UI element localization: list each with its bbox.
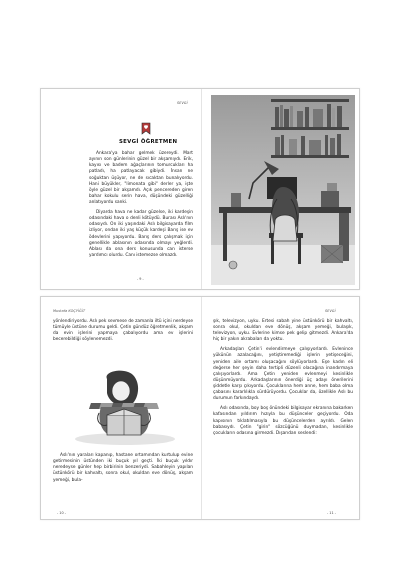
running-head-right: SEVGİ xyxy=(325,309,336,313)
paragraph: Ankara'ya bahar gelmek üzereydi. Mart ayının son günlerinin güzel bir akşamıydı. Erik, kayısı ve badem ağaçlarının tomurcukları ha patladı, ha patlayacak gibiydi. İnsan ne soğuktan üşüyor, ne de sıcaktan bunalıyordu. Hani büyükler, "limonata gibi" derler ya, işte öyle güzel bir akşamdı. Açık pencereden giren bahar kokulu serin hava, düşündeki güzelliği anlatıyordu sanki. xyxy=(89,151,193,206)
girl-at-desk-illustration xyxy=(209,95,357,285)
bottom-page-spread xyxy=(40,296,360,520)
page-number-right: - 11 - xyxy=(327,511,336,515)
page-number-left: - 10 - xyxy=(57,511,66,515)
running-head-left: Mustafa KOÇYİĞİT xyxy=(53,309,86,313)
paragraph: Aslı odasında, boy boş önündeki bilgisayar ekranına bakarken kafasından yıldırım hızıyla bu düşünceler geçiyordu. Oda kapısının tıklatılmasıyla bu düşüncelerden ayrıldı. Gelen babasıydı. Çetin "girin" sözcüğünü duymadan, kesinlikle çocukların odasına girmezdi. Dışarıdan seslendi: xyxy=(213,406,353,436)
running-head-top: SEVGİ xyxy=(177,101,188,105)
top-left-text-column xyxy=(89,151,193,259)
bookmark-heart-icon xyxy=(140,122,152,135)
bottom-left-text-lower xyxy=(53,453,193,484)
paragraph: şık, televizyon, uyku. Ertesi sabah yine üstünkörü bir kahvaltı, sonra okul, okuldan eve dönüş, akşam yemeği, bulaşık, televizyon, uyku. Evlerine kimse pek gelip gitmezdi. Ankara'da hiç bir yakın akrabaları da yoktu. xyxy=(213,319,353,343)
paragraph: Aslı'nın yaraları kapanıp, hastane ortamından kurtulup evine getirmesinin üstünden iki buçuk yıl geçti. İki buçuk yıldır neredeyse günler hep birbirinin benzeriydi. Sabahleyin yapılan üstünkörü bir kahvaltı, sonra okul, okuldan eve dönüş, akşam yemeği, bula- xyxy=(53,453,193,483)
chapter-title: SEVGİ ÖĞRETMEN xyxy=(119,139,178,145)
page-number: - 9 - xyxy=(137,277,144,281)
paragraph: Arkadaşları Çetin'i evlendirmeye çalışıyorlardı. Evlenince yükünün azalacağını, yetiştiremediği işlerin yetişeceğini, yeniden aile ortamı oluşacağını söylüyorlardı. Eşe kadın eli değerse her şeyin daha tertipli düzenli olacağına inandırmaya çalışıyorlardı. Ama Çetin yeniden evlenmeyi kesinlikle düşünmüyordu. Arkadaşlarının önerdiği üç adayı önerilerini şiddetle karşı çıkıyordu. Çocuklarına hem anne, hem baba olma çabasını kararlılıkla sürdürüyordu. Çocuklar da, özellikle Aslı bu durumun farkındaydı. xyxy=(213,347,353,402)
girl-with-gift-box-illustration xyxy=(61,369,191,447)
paragraph: Diyarda hava ne kadar güzelse, iki kardeşin odasındaki hava o denli kötüydü. Burası Aslı'nın odasıydı. On iki yaşındaki Aslı bilgisayarda film izliyor, ondan iki yaş küçük kardeşi Barış ise ev ödevlerini yapıyordu. Barış ders çalışmak için genellikle ablasının odasında olmayı yeğlerdi. Ablası da ona ders konusunda can isterse yardımcı olurdu. Canı istemezse olmazdı. xyxy=(89,210,193,259)
bottom-left-text-upper xyxy=(53,319,193,344)
bottom-right-text-column xyxy=(213,319,353,437)
page-spine xyxy=(201,89,202,289)
paragraph: yönlendiriyordu. Aslı pek sevmese de zamanla iltü içini nerdeyse tümüyle üstüne durumu geldi. Çetin gündüz öğretmenlik, akşam da evin işlerini yapmaya çabalıyordu ama ev işlerini becerebildiği söylenemezdi. xyxy=(53,319,193,343)
top-page-spread xyxy=(40,88,360,290)
page-spine xyxy=(201,297,202,519)
